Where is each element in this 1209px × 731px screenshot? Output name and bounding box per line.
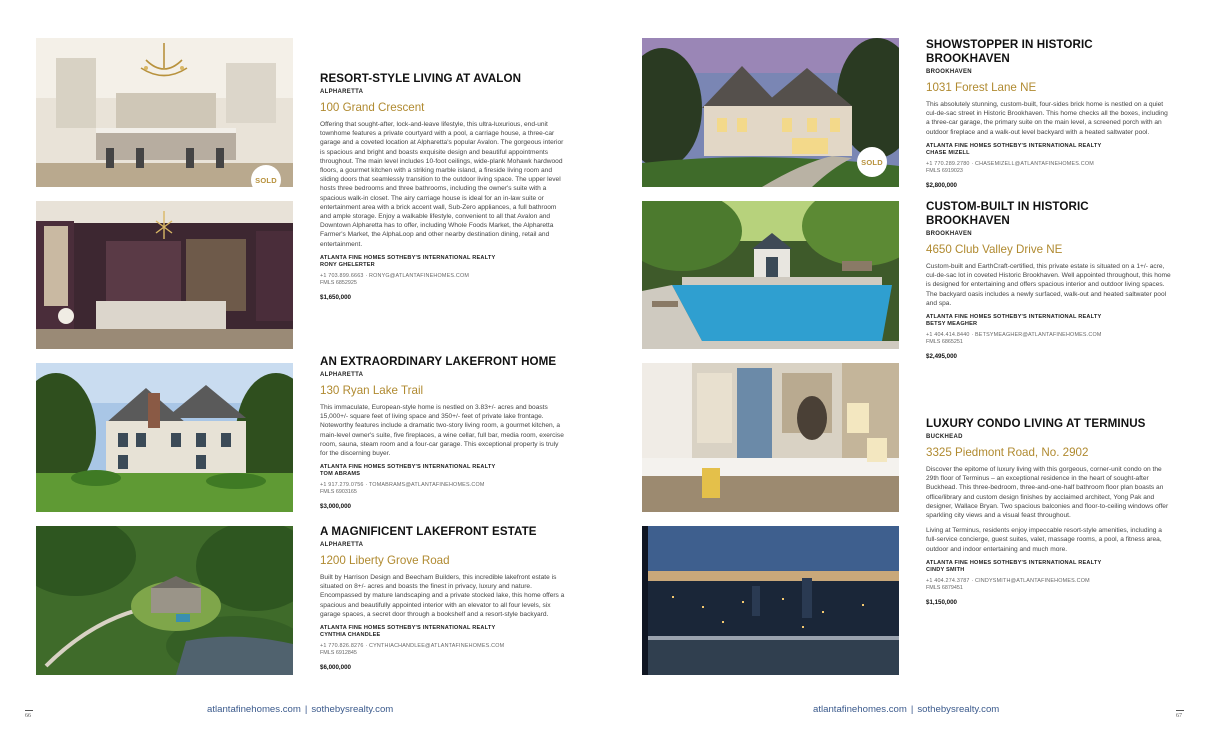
photo-avalon-kitchen bbox=[36, 38, 293, 187]
listing-title: LUXURY CONDO LIVING AT TERMINUS bbox=[926, 417, 1146, 430]
listing-agency: ATLANTA FINE HOMES SOTHEBY'S INTERNATIONAL REALTY bbox=[320, 625, 496, 632]
listing-agent: CYNTHIA CHANDLEE bbox=[320, 632, 381, 639]
listing-agent: BETSY MEAGHER bbox=[926, 321, 978, 328]
footer-site-link[interactable]: atlantafinehomes.com bbox=[207, 704, 301, 715]
listing-agent: RONY GHELERTER bbox=[320, 261, 375, 268]
listing-forest-lane bbox=[926, 38, 1171, 189]
listing-agency: ATLANTA FINE HOMES SOTHEBY'S INTERNATIONAL REALTY bbox=[320, 464, 496, 471]
footer-brand-link[interactable]: sothebysrealty.com bbox=[311, 704, 394, 715]
listing-area: BROOKHAVEN bbox=[926, 231, 972, 237]
footer-site-link[interactable]: atlantafinehomes.com bbox=[813, 704, 907, 715]
listing-price: $2,800,000 bbox=[926, 181, 957, 189]
listing-title: RESORT-STYLE LIVING AT AVALON bbox=[320, 72, 522, 85]
listing-title: CUSTOM-BUILT IN HISTORIC BROOKHAVEN bbox=[926, 200, 1089, 227]
listing-description: Custom-built and EarthCraft-certified, this private estate is situated on a 1+/- acre, cul-de-sac lot in coveted Historic Brookhaven. Well appointed throughout, this home is designed for entertaining and offers spacious interior and outdoor living spaces. The backyard oasis includes a newly surfaced, walk-out and heated saltwater pool and spa. bbox=[926, 263, 1171, 307]
photo-ryan-lake-house bbox=[36, 363, 293, 512]
photo-liberty-grove-aerial bbox=[36, 526, 293, 675]
listing-description: This absolutely stunning, custom-built, four-sides brick home is nestled on a quiet cul-de-sac street in Historic Brookhaven. This home checks all the boxes, including a three-car garage, the primary suite on the main level, a screened porch with an outdoor fireplace and a walk-out level backyard with a heated saltwater pool. bbox=[926, 101, 1168, 136]
listing-price: $2,495,000 bbox=[926, 353, 957, 361]
listing-fmls: FMLS 6879451 bbox=[926, 584, 963, 591]
sold-badge: SOLD bbox=[857, 147, 887, 177]
listing-contact[interactable]: +1 703.899.6663 · RONYG@ATLANTAFINEHOMES.COM bbox=[320, 272, 470, 279]
page-number-left: 66 bbox=[25, 710, 33, 719]
listing-contact[interactable]: +1 404.414.8440 · BETSYMEAGHER@ATLANTAFINEHOMES.COM bbox=[926, 332, 1102, 339]
listing-price: $1,650,000 bbox=[320, 293, 351, 301]
listing-agency: ATLANTA FINE HOMES SOTHEBY'S INTERNATIONAL REALTY bbox=[320, 254, 496, 261]
listing-price: $3,000,000 bbox=[320, 503, 351, 511]
listing-area: ALPHARETTA bbox=[320, 89, 364, 95]
listing-price: $6,000,000 bbox=[320, 664, 351, 672]
sold-badge: SOLD bbox=[251, 165, 281, 187]
listing-terminus bbox=[926, 417, 1171, 606]
listing-address: 100 Grand Crescent bbox=[320, 101, 425, 114]
listing-address: 1200 Liberty Grove Road bbox=[320, 554, 450, 567]
listing-contact[interactable]: +1 404.274.3787 · CINDYSMITH@ATLANTAFINEHOMES.COM bbox=[926, 577, 1090, 584]
listing-fmls: FMLS 6919023 bbox=[926, 167, 963, 174]
listing-club-valley bbox=[926, 200, 1171, 360]
listing-title: SHOWSTOPPER IN HISTORIC BROOKHAVEN bbox=[926, 38, 1093, 65]
photo-avalon-living bbox=[36, 201, 293, 349]
listing-avalon bbox=[320, 72, 565, 301]
listing-price: $1,150,000 bbox=[926, 598, 957, 606]
footer-separator: | bbox=[304, 704, 308, 715]
listing-address: 4650 Club Valley Drive NE bbox=[926, 243, 1063, 256]
listing-agency: ATLANTA FINE HOMES SOTHEBY'S INTERNATIONAL REALTY bbox=[926, 314, 1102, 321]
photo-terminus-city-view bbox=[642, 526, 899, 675]
listing-area: ALPHARETTA bbox=[320, 542, 364, 548]
page-number-right: 67 bbox=[1176, 710, 1184, 719]
listing-area: BROOKHAVEN bbox=[926, 69, 972, 75]
listing-fmls: FMLS 6865251 bbox=[926, 339, 963, 346]
listing-ryan-lake bbox=[320, 355, 565, 510]
listing-fmls: FMLS 6903165 bbox=[320, 489, 357, 496]
listing-contact[interactable]: +1 770.826.8276 · CYNTHIACHANDLEE@ATLANTAFINEHOMES.COM bbox=[320, 643, 505, 650]
listing-fmls: FMLS 6852925 bbox=[320, 279, 357, 286]
listing-contact[interactable]: +1 917.279.0756 · TOMABRAMS@ATLANTAFINEHOMES.COM bbox=[320, 482, 485, 489]
listing-address: 1031 Forest Lane NE bbox=[926, 81, 1037, 94]
listing-area: ALPHARETTA bbox=[320, 372, 364, 378]
listing-title: AN EXTRAORDINARY LAKEFRONT HOME bbox=[320, 355, 557, 368]
listing-address: 3325 Piedmont Road, No. 2902 bbox=[926, 446, 1089, 459]
listing-agency: ATLANTA FINE HOMES SOTHEBY'S INTERNATIONAL REALTY bbox=[926, 559, 1102, 566]
footer-separator: | bbox=[910, 704, 914, 715]
listing-address: 130 Ryan Lake Trail bbox=[320, 384, 424, 397]
listing-fmls: FMLS 6912845 bbox=[320, 650, 357, 657]
listing-description: Discover the epitome of luxury living with this gorgeous, corner-unit condo on the 29th floor of Terminus – an exceptional residence in the heart of sought-after Buckhead. This three-bedroom, three-and-one-half bathroom floor plan boasts an office/library and custom design finishes by acclaimed architect, Yong Pak and designer, Wallace Bryan. Two spacious balconies and floor-to-ceiling windows offer sparkling city views and a visual feast throughout. bbox=[926, 466, 1169, 520]
listing-description: This immaculate, European-style home is nestled on 3.83+/- acres and boasts 15,000+/- square feet of living space and 350+/- feet of private lake frontage. Noteworthy features include a dramatic two-story living room, a gourmet kitchen, a main-level owner's suite, five fireplaces, a wine cellar, full bar, media room, exercise room, sauna, steam room and a four-car garage. This exceptional property is truly for the discerning buyer. bbox=[320, 404, 564, 458]
listing-agent: TOM ABRAMS bbox=[320, 471, 361, 478]
listing-description-amenities: Living at Terminus, residents enjoy impeccable resort-style amenities, including a full-service concierge, guest suites, valet, massage rooms, a pool, a fitness area, outdoor and indoor entertaining and much more. bbox=[926, 527, 1162, 553]
listing-description: Built by Harrison Design and Beecham Builders, this incredible lakefront estate is situated on 8+/- acres and boasts the finest in privacy, luxury and nature. Encompassed by mature landscaping and a private stocked lake, this home offers a spacious and beautifully appointed interior with an elevator to all four levels, six garage spaces, a secret door through a bookshelf and a resort-style backyard. bbox=[320, 574, 565, 618]
footer-right bbox=[813, 704, 999, 715]
photo-terminus-kitchen bbox=[642, 363, 899, 512]
listing-description: Offering that sought-after, lock-and-leave lifestyle, this ultra-luxurious, end-unit townhome features a private courtyard with a pool, a carriage house, a three-car garage and a coveted location at Alpharetta's popular Avalon. The gorgeous interior is spacious and bright and boasts exquisite design and beautiful appointments throughout. The main level includes 10-foot ceilings, wide-plank Mohawk hardwood floors, a gourmet kitchen with a striking marble island, a fireside living room and sliding doors that seamlessly transition to the outdoor living space. The upper level hosts three bedrooms and three bathrooms, including the owner's suite with a spacious walk-in closet. The airy carriage house is ideal for an in-law suite or entertainment area with a brick accent wall, Sub-Zero appliances, a full bathroom and ample storage. Enjoy a walkable lifestyle, convenient to all that Avalon and Downtown Alpharetta has to offer, including Whole Foods Market, the Alpharetta Farmer's Market, the AlphaLoop and other nearby destination dining, retail and entertainment. bbox=[320, 121, 564, 248]
photo-club-valley-pool bbox=[642, 201, 899, 349]
photo-forest-lane-house bbox=[642, 38, 899, 187]
listing-contact[interactable]: +1 770.289.2780 · CHASEMIZELL@ATLANTAFINEHOMES.COM bbox=[926, 160, 1094, 167]
listing-agent: CINDY SMITH bbox=[926, 566, 965, 573]
listing-agency: ATLANTA FINE HOMES SOTHEBY'S INTERNATIONAL REALTY bbox=[926, 142, 1102, 149]
listing-liberty-grove bbox=[320, 525, 565, 671]
listing-area: BUCKHEAD bbox=[926, 434, 963, 440]
listing-agent: CHASE MIZELL bbox=[926, 149, 970, 156]
footer-brand-link[interactable]: sothebysrealty.com bbox=[917, 704, 1000, 715]
footer-left bbox=[207, 704, 393, 715]
listing-title: A MAGNIFICENT LAKEFRONT ESTATE bbox=[320, 525, 537, 538]
